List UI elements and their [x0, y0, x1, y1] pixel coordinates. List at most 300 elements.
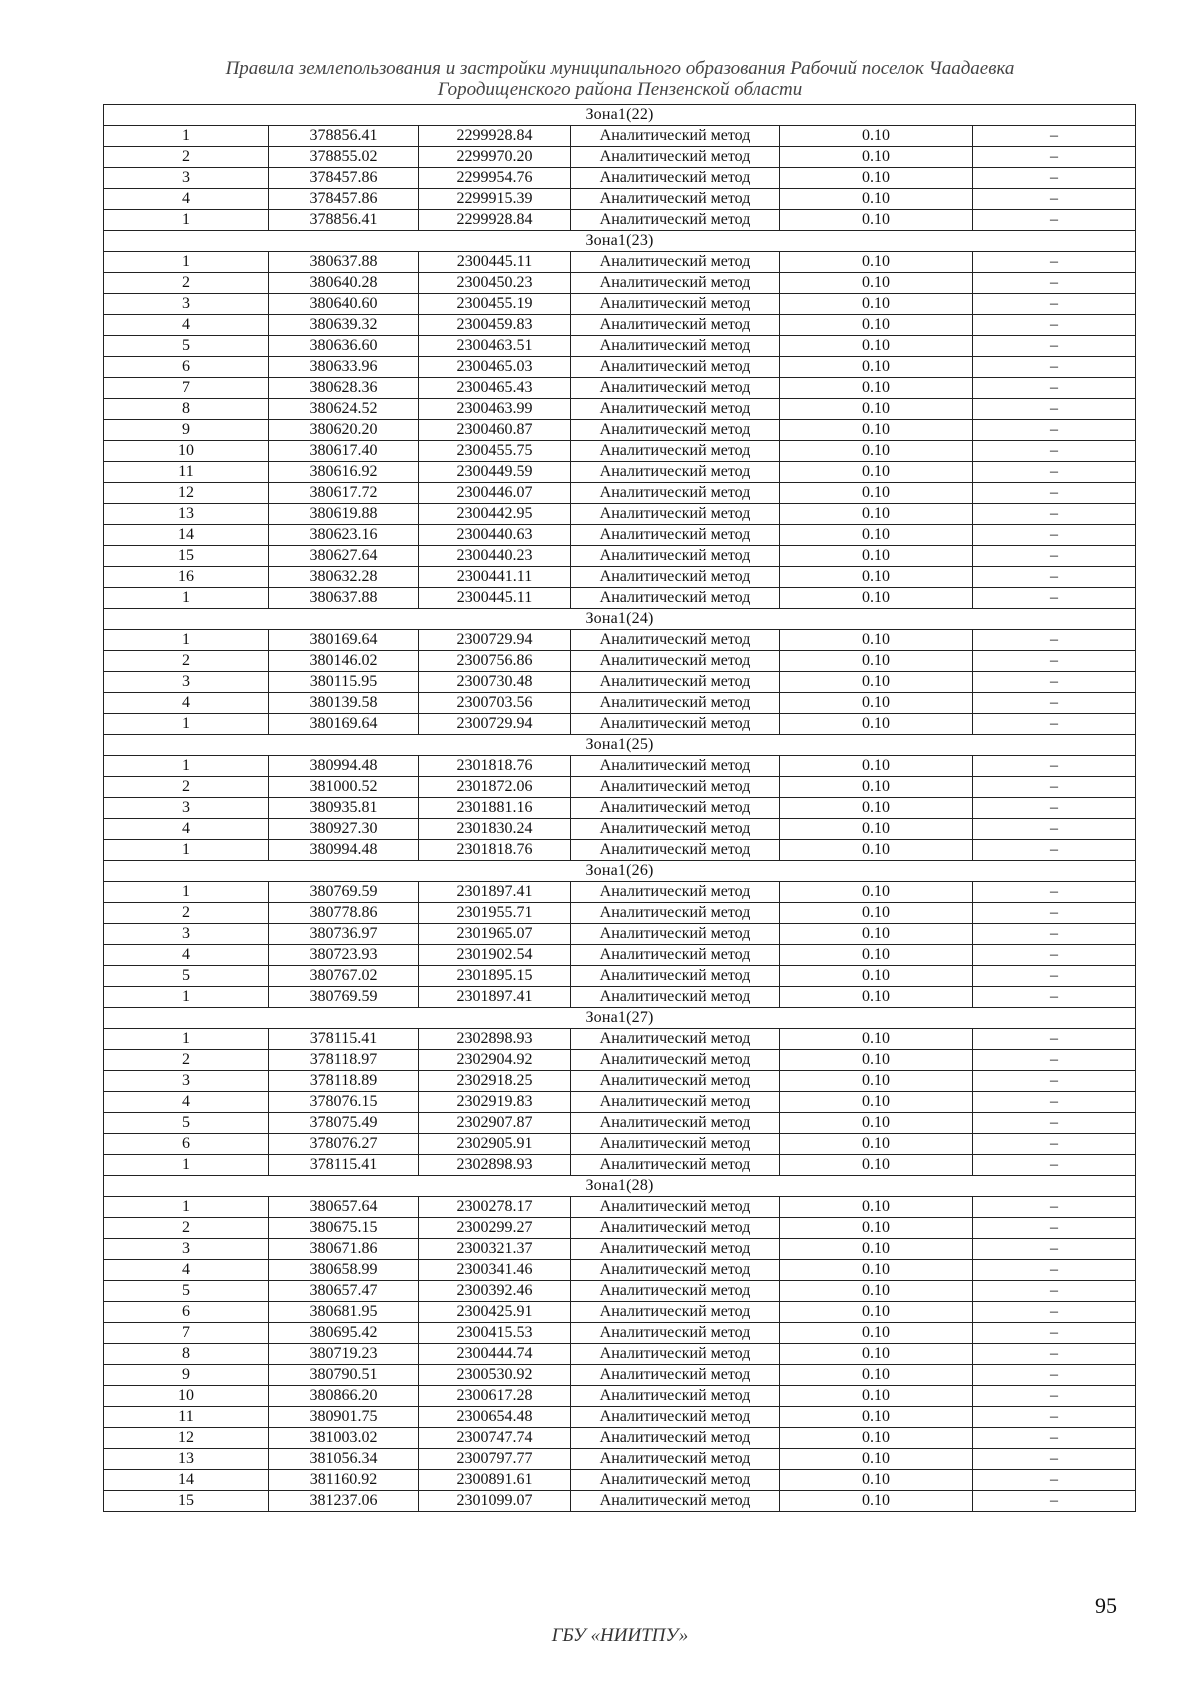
description-cell: –: [973, 420, 1136, 441]
method-cell: Аналитический метод: [571, 1365, 780, 1386]
precision-cell: 0.10: [780, 126, 973, 147]
y-coordinate-cell: 2300756.86: [419, 651, 571, 672]
point-number-cell: 7: [104, 1323, 269, 1344]
y-coordinate-cell: 2299928.84: [419, 126, 571, 147]
zone-header-row: [104, 1008, 1136, 1029]
table-row: [104, 273, 1136, 294]
point-number-cell: 1: [104, 1197, 269, 1218]
table-row: [104, 630, 1136, 651]
y-coordinate-cell: 2302907.87: [419, 1113, 571, 1134]
y-coordinate-cell: 2300442.95: [419, 504, 571, 525]
table-row: [104, 987, 1136, 1008]
x-coordinate-cell: 378115.41: [269, 1029, 419, 1050]
point-number-cell: 4: [104, 1092, 269, 1113]
description-cell: –: [973, 693, 1136, 714]
table-row: [104, 210, 1136, 231]
y-coordinate-cell: 2301099.07: [419, 1491, 571, 1512]
description-cell: –: [973, 147, 1136, 168]
x-coordinate-cell: 380627.64: [269, 546, 419, 567]
x-coordinate-cell: 380617.40: [269, 441, 419, 462]
method-cell: Аналитический метод: [571, 378, 780, 399]
x-coordinate-cell: 380901.75: [269, 1407, 419, 1428]
table-row: [104, 252, 1136, 273]
point-number-cell: 15: [104, 546, 269, 567]
method-cell: Аналитический метод: [571, 399, 780, 420]
x-coordinate-cell: 381000.52: [269, 777, 419, 798]
description-cell: –: [973, 1302, 1136, 1323]
point-number-cell: 13: [104, 1449, 269, 1470]
table-row: [104, 693, 1136, 714]
point-number-cell: 8: [104, 1344, 269, 1365]
y-coordinate-cell: 2300440.63: [419, 525, 571, 546]
y-coordinate-cell: 2300465.03: [419, 357, 571, 378]
description-cell: –: [973, 1386, 1136, 1407]
x-coordinate-cell: 380657.64: [269, 1197, 419, 1218]
method-cell: Аналитический метод: [571, 126, 780, 147]
y-coordinate-cell: 2300463.99: [419, 399, 571, 420]
description-cell: –: [973, 756, 1136, 777]
point-number-cell: 1: [104, 840, 269, 861]
x-coordinate-cell: 380640.28: [269, 273, 419, 294]
zone-title: Зона1(26): [104, 861, 1136, 882]
x-coordinate-cell: 380994.48: [269, 840, 419, 861]
x-coordinate-cell: 378856.41: [269, 126, 419, 147]
precision-cell: 0.10: [780, 504, 973, 525]
description-cell: –: [973, 441, 1136, 462]
precision-cell: 0.10: [780, 1113, 973, 1134]
point-number-cell: 1: [104, 630, 269, 651]
method-cell: Аналитический метод: [571, 441, 780, 462]
table-row: [104, 819, 1136, 840]
table-row: [104, 1113, 1136, 1134]
table-row: [104, 1260, 1136, 1281]
method-cell: Аналитический метод: [571, 1134, 780, 1155]
method-cell: Аналитический метод: [571, 1029, 780, 1050]
method-cell: Аналитический метод: [571, 1302, 780, 1323]
table-row: [104, 1323, 1136, 1344]
x-coordinate-cell: 380619.88: [269, 504, 419, 525]
x-coordinate-cell: 380994.48: [269, 756, 419, 777]
description-cell: –: [973, 987, 1136, 1008]
table-row: [104, 189, 1136, 210]
precision-cell: 0.10: [780, 1218, 973, 1239]
description-cell: –: [973, 1134, 1136, 1155]
precision-cell: 0.10: [780, 588, 973, 609]
description-cell: –: [973, 1029, 1136, 1050]
table-row: [104, 441, 1136, 462]
precision-cell: 0.10: [780, 1428, 973, 1449]
table-row: [104, 1050, 1136, 1071]
x-coordinate-cell: 380723.93: [269, 945, 419, 966]
y-coordinate-cell: 2302919.83: [419, 1092, 571, 1113]
x-coordinate-cell: 380169.64: [269, 630, 419, 651]
y-coordinate-cell: 2300891.61: [419, 1470, 571, 1491]
precision-cell: 0.10: [780, 1155, 973, 1176]
x-coordinate-cell: 380628.36: [269, 378, 419, 399]
precision-cell: 0.10: [780, 378, 973, 399]
method-cell: Аналитический метод: [571, 1071, 780, 1092]
point-number-cell: 9: [104, 1365, 269, 1386]
x-coordinate-cell: 380790.51: [269, 1365, 419, 1386]
point-number-cell: 3: [104, 294, 269, 315]
description-cell: –: [973, 882, 1136, 903]
description-cell: –: [973, 630, 1136, 651]
x-coordinate-cell: 380769.59: [269, 987, 419, 1008]
x-coordinate-cell: 380671.86: [269, 1239, 419, 1260]
x-coordinate-cell: 381237.06: [269, 1491, 419, 1512]
method-cell: Аналитический метод: [571, 798, 780, 819]
method-cell: Аналитический метод: [571, 1323, 780, 1344]
method-cell: Аналитический метод: [571, 882, 780, 903]
precision-cell: 0.10: [780, 651, 973, 672]
table-row: [104, 525, 1136, 546]
x-coordinate-cell: 380935.81: [269, 798, 419, 819]
x-coordinate-cell: 380695.42: [269, 1323, 419, 1344]
description-cell: –: [973, 1344, 1136, 1365]
x-coordinate-cell: 378855.02: [269, 147, 419, 168]
y-coordinate-cell: 2300341.46: [419, 1260, 571, 1281]
y-coordinate-cell: 2301897.41: [419, 987, 571, 1008]
x-coordinate-cell: 380623.16: [269, 525, 419, 546]
precision-cell: 0.10: [780, 462, 973, 483]
x-coordinate-cell: 380767.02: [269, 966, 419, 987]
description-cell: –: [973, 357, 1136, 378]
precision-cell: 0.10: [780, 882, 973, 903]
table-row: [104, 1155, 1136, 1176]
y-coordinate-cell: 2300729.94: [419, 714, 571, 735]
table-row: [104, 1344, 1136, 1365]
table-row: [104, 483, 1136, 504]
x-coordinate-cell: 380769.59: [269, 882, 419, 903]
description-cell: –: [973, 945, 1136, 966]
table-row: [104, 567, 1136, 588]
table-row: [104, 966, 1136, 987]
y-coordinate-cell: 2300415.53: [419, 1323, 571, 1344]
method-cell: Аналитический метод: [571, 903, 780, 924]
description-cell: –: [973, 189, 1136, 210]
x-coordinate-cell: 380636.60: [269, 336, 419, 357]
method-cell: Аналитический метод: [571, 756, 780, 777]
table-row: [104, 840, 1136, 861]
point-number-cell: 12: [104, 483, 269, 504]
x-coordinate-cell: 380637.88: [269, 588, 419, 609]
table-row: [104, 147, 1136, 168]
table-row: [104, 1218, 1136, 1239]
y-coordinate-cell: 2300450.23: [419, 273, 571, 294]
y-coordinate-cell: 2300445.11: [419, 588, 571, 609]
x-coordinate-cell: 380866.20: [269, 1386, 419, 1407]
description-cell: –: [973, 1197, 1136, 1218]
precision-cell: 0.10: [780, 924, 973, 945]
table-row: [104, 378, 1136, 399]
y-coordinate-cell: 2299970.20: [419, 147, 571, 168]
description-cell: –: [973, 1428, 1136, 1449]
x-coordinate-cell: 380927.30: [269, 819, 419, 840]
precision-cell: 0.10: [780, 1491, 973, 1512]
zone-header-row: [104, 1176, 1136, 1197]
precision-cell: 0.10: [780, 1071, 973, 1092]
y-coordinate-cell: 2300449.59: [419, 462, 571, 483]
precision-cell: 0.10: [780, 441, 973, 462]
method-cell: Аналитический метод: [571, 1092, 780, 1113]
y-coordinate-cell: 2299954.76: [419, 168, 571, 189]
point-number-cell: 4: [104, 945, 269, 966]
precision-cell: 0.10: [780, 483, 973, 504]
y-coordinate-cell: 2300455.19: [419, 294, 571, 315]
precision-cell: 0.10: [780, 945, 973, 966]
zone-title: Зона1(24): [104, 609, 1136, 630]
method-cell: Аналитический метод: [571, 714, 780, 735]
method-cell: Аналитический метод: [571, 630, 780, 651]
y-coordinate-cell: 2300278.17: [419, 1197, 571, 1218]
y-coordinate-cell: 2302898.93: [419, 1155, 571, 1176]
precision-cell: 0.10: [780, 672, 973, 693]
method-cell: Аналитический метод: [571, 525, 780, 546]
method-cell: Аналитический метод: [571, 1470, 780, 1491]
description-cell: –: [973, 840, 1136, 861]
table-row: [104, 714, 1136, 735]
x-coordinate-cell: 378457.86: [269, 168, 419, 189]
table-row: [104, 1239, 1136, 1260]
x-coordinate-cell: 380169.64: [269, 714, 419, 735]
zone-title: Зона1(22): [104, 105, 1136, 126]
zone-title: Зона1(23): [104, 231, 1136, 252]
x-coordinate-cell: 378457.86: [269, 189, 419, 210]
description-cell: –: [973, 777, 1136, 798]
y-coordinate-cell: 2302918.25: [419, 1071, 571, 1092]
y-coordinate-cell: 2299928.84: [419, 210, 571, 231]
point-number-cell: 7: [104, 378, 269, 399]
x-coordinate-cell: 380640.60: [269, 294, 419, 315]
table-row: [104, 1470, 1136, 1491]
table-row: [104, 1428, 1136, 1449]
description-cell: –: [973, 819, 1136, 840]
table-row: [104, 462, 1136, 483]
point-number-cell: 1: [104, 756, 269, 777]
description-cell: –: [973, 336, 1136, 357]
y-coordinate-cell: 2301902.54: [419, 945, 571, 966]
zone-header-row: [104, 861, 1136, 882]
precision-cell: 0.10: [780, 1365, 973, 1386]
precision-cell: 0.10: [780, 567, 973, 588]
point-number-cell: 6: [104, 357, 269, 378]
point-number-cell: 6: [104, 1134, 269, 1155]
precision-cell: 0.10: [780, 147, 973, 168]
method-cell: Аналитический метод: [571, 1197, 780, 1218]
x-coordinate-cell: 378118.97: [269, 1050, 419, 1071]
description-cell: –: [973, 651, 1136, 672]
precision-cell: 0.10: [780, 1239, 973, 1260]
method-cell: Аналитический метод: [571, 819, 780, 840]
x-coordinate-cell: 378115.41: [269, 1155, 419, 1176]
method-cell: Аналитический метод: [571, 273, 780, 294]
x-coordinate-cell: 380778.86: [269, 903, 419, 924]
table-row: [104, 1365, 1136, 1386]
point-number-cell: 3: [104, 1071, 269, 1092]
precision-cell: 0.10: [780, 1449, 973, 1470]
point-number-cell: 1: [104, 252, 269, 273]
table-row: [104, 294, 1136, 315]
description-cell: –: [973, 1092, 1136, 1113]
y-coordinate-cell: 2299915.39: [419, 189, 571, 210]
x-coordinate-cell: 380139.58: [269, 693, 419, 714]
table-row: [104, 798, 1136, 819]
y-coordinate-cell: 2300729.94: [419, 630, 571, 651]
table-row: [104, 1281, 1136, 1302]
x-coordinate-cell: 380719.23: [269, 1344, 419, 1365]
precision-cell: 0.10: [780, 1092, 973, 1113]
method-cell: Аналитический метод: [571, 987, 780, 1008]
point-number-cell: 10: [104, 441, 269, 462]
x-coordinate-cell: 380657.47: [269, 1281, 419, 1302]
description-cell: –: [973, 798, 1136, 819]
y-coordinate-cell: 2300441.11: [419, 567, 571, 588]
point-number-cell: 3: [104, 798, 269, 819]
y-coordinate-cell: 2300617.28: [419, 1386, 571, 1407]
method-cell: Аналитический метод: [571, 504, 780, 525]
y-coordinate-cell: 2300425.91: [419, 1302, 571, 1323]
precision-cell: 0.10: [780, 1407, 973, 1428]
page-footer: ГБУ «НИИТПУ»: [551, 1625, 689, 1646]
y-coordinate-cell: 2300747.74: [419, 1428, 571, 1449]
precision-cell: 0.10: [780, 1134, 973, 1155]
x-coordinate-cell: 378076.27: [269, 1134, 419, 1155]
description-cell: –: [973, 1281, 1136, 1302]
table-row: [104, 504, 1136, 525]
x-coordinate-cell: 380681.95: [269, 1302, 419, 1323]
method-cell: Аналитический метод: [571, 567, 780, 588]
zone-title: Зона1(28): [104, 1176, 1136, 1197]
precision-cell: 0.10: [780, 1260, 973, 1281]
point-number-cell: 2: [104, 1050, 269, 1071]
description-cell: –: [973, 1050, 1136, 1071]
description-cell: –: [973, 924, 1136, 945]
description-cell: –: [973, 525, 1136, 546]
precision-cell: 0.10: [780, 798, 973, 819]
description-cell: –: [973, 126, 1136, 147]
method-cell: Аналитический метод: [571, 777, 780, 798]
table-row: [104, 1491, 1136, 1512]
table-row: [104, 1029, 1136, 1050]
description-cell: –: [973, 1260, 1136, 1281]
description-cell: –: [973, 1491, 1136, 1512]
point-number-cell: 2: [104, 651, 269, 672]
zone-header-row: [104, 105, 1136, 126]
description-cell: –: [973, 483, 1136, 504]
point-number-cell: 4: [104, 189, 269, 210]
description-cell: –: [973, 252, 1136, 273]
x-coordinate-cell: 380617.72: [269, 483, 419, 504]
precision-cell: 0.10: [780, 840, 973, 861]
y-coordinate-cell: 2301818.76: [419, 756, 571, 777]
table-row: [104, 924, 1136, 945]
x-coordinate-cell: 380624.52: [269, 399, 419, 420]
method-cell: Аналитический метод: [571, 1428, 780, 1449]
page-header: [0, 58, 1200, 100]
method-cell: Аналитический метод: [571, 1239, 780, 1260]
precision-cell: 0.10: [780, 1386, 973, 1407]
point-number-cell: 4: [104, 819, 269, 840]
point-number-cell: 4: [104, 315, 269, 336]
point-number-cell: 1: [104, 987, 269, 1008]
table-row: [104, 1134, 1136, 1155]
precision-cell: 0.10: [780, 420, 973, 441]
method-cell: Аналитический метод: [571, 1386, 780, 1407]
x-coordinate-cell: 380616.92: [269, 462, 419, 483]
description-cell: –: [973, 546, 1136, 567]
point-number-cell: 1: [104, 714, 269, 735]
description-cell: –: [973, 714, 1136, 735]
coordinates-table: [103, 104, 1136, 1512]
y-coordinate-cell: 2302905.91: [419, 1134, 571, 1155]
description-cell: –: [973, 1071, 1136, 1092]
x-coordinate-cell: 378076.15: [269, 1092, 419, 1113]
x-coordinate-cell: 380675.15: [269, 1218, 419, 1239]
point-number-cell: 9: [104, 420, 269, 441]
precision-cell: 0.10: [780, 525, 973, 546]
y-coordinate-cell: 2301897.41: [419, 882, 571, 903]
x-coordinate-cell: 380639.32: [269, 315, 419, 336]
x-coordinate-cell: 380633.96: [269, 357, 419, 378]
table-row: [104, 1407, 1136, 1428]
description-cell: –: [973, 588, 1136, 609]
table-row: [104, 357, 1136, 378]
table-row: [104, 1386, 1136, 1407]
y-coordinate-cell: 2300459.83: [419, 315, 571, 336]
zone-title: Зона1(27): [104, 1008, 1136, 1029]
x-coordinate-cell: 378075.49: [269, 1113, 419, 1134]
method-cell: Аналитический метод: [571, 1407, 780, 1428]
table-row: [104, 336, 1136, 357]
y-coordinate-cell: 2300445.11: [419, 252, 571, 273]
method-cell: Аналитический метод: [571, 1344, 780, 1365]
precision-cell: 0.10: [780, 630, 973, 651]
precision-cell: 0.10: [780, 819, 973, 840]
precision-cell: 0.10: [780, 714, 973, 735]
point-number-cell: 16: [104, 567, 269, 588]
point-number-cell: 5: [104, 1281, 269, 1302]
y-coordinate-cell: 2300460.87: [419, 420, 571, 441]
x-coordinate-cell: 381003.02: [269, 1428, 419, 1449]
description-cell: –: [973, 1239, 1136, 1260]
y-coordinate-cell: 2301965.07: [419, 924, 571, 945]
precision-cell: 0.10: [780, 1281, 973, 1302]
x-coordinate-cell: 380658.99: [269, 1260, 419, 1281]
precision-cell: 0.10: [780, 1470, 973, 1491]
description-cell: –: [973, 315, 1136, 336]
table-row: [104, 651, 1136, 672]
x-coordinate-cell: 380632.28: [269, 567, 419, 588]
y-coordinate-cell: 2301955.71: [419, 903, 571, 924]
point-number-cell: 14: [104, 1470, 269, 1491]
y-coordinate-cell: 2300730.48: [419, 672, 571, 693]
description-cell: –: [973, 1407, 1136, 1428]
point-number-cell: 5: [104, 966, 269, 987]
method-cell: Аналитический метод: [571, 147, 780, 168]
table-row: [104, 588, 1136, 609]
table-row: [104, 1092, 1136, 1113]
zone-title: Зона1(25): [104, 735, 1136, 756]
precision-cell: 0.10: [780, 1323, 973, 1344]
point-number-cell: 4: [104, 693, 269, 714]
method-cell: Аналитический метод: [571, 315, 780, 336]
method-cell: Аналитический метод: [571, 210, 780, 231]
y-coordinate-cell: 2302898.93: [419, 1029, 571, 1050]
header-line-2: Городищенского района Пензенской области: [437, 79, 803, 100]
y-coordinate-cell: 2300455.75: [419, 441, 571, 462]
table-row: [104, 168, 1136, 189]
precision-cell: 0.10: [780, 1344, 973, 1365]
